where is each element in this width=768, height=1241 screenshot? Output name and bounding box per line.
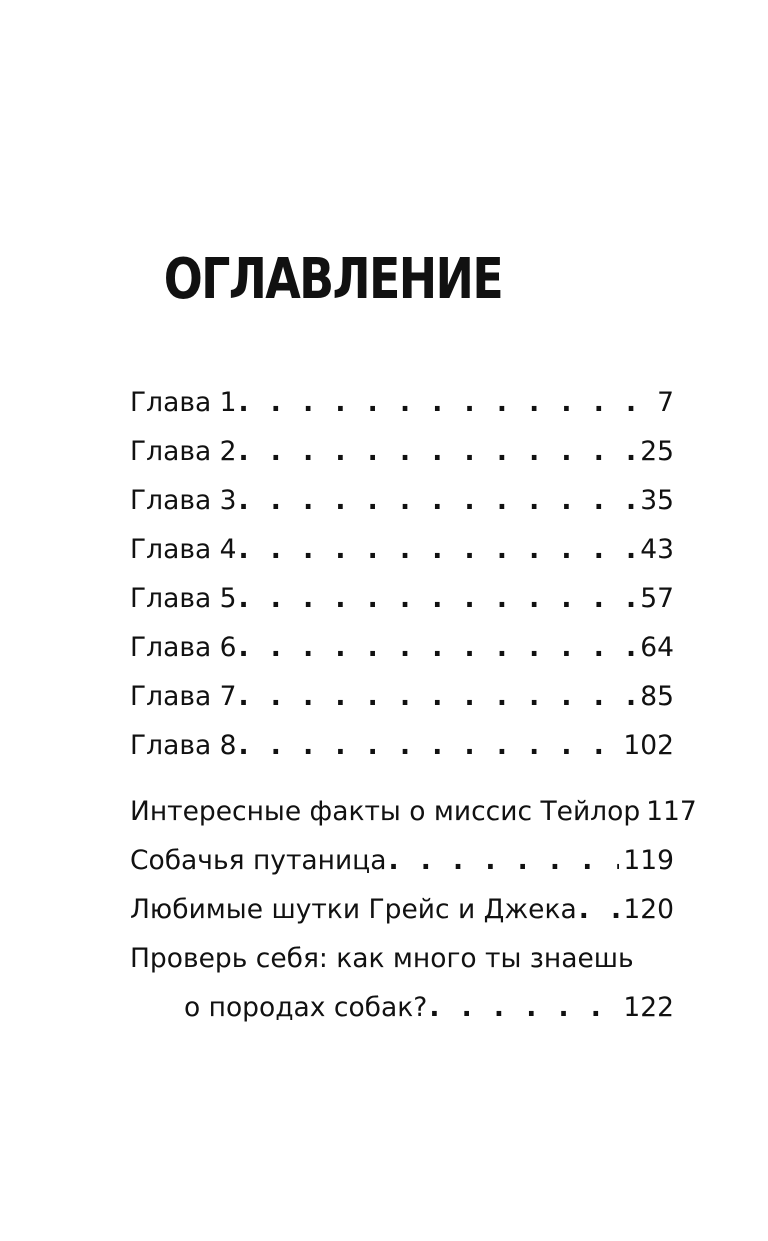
dot-leader [386, 836, 619, 885]
dot-leader [236, 525, 636, 574]
toc-entry-page-number: 35 [640, 485, 674, 516]
toc-entry-jokes[interactable] [130, 885, 674, 934]
dot-leader [236, 672, 636, 721]
toc-entry-label: Глава 2 [130, 436, 237, 467]
dot-leader [236, 427, 636, 476]
toc-entry-chapter-7[interactable] [130, 672, 674, 721]
dot-leader [236, 378, 653, 427]
toc-entry-quiz-line-2[interactable] [130, 983, 674, 1032]
toc-entry-chapter-5[interactable] [130, 574, 674, 623]
table-of-contents [130, 378, 697, 1032]
toc-entry-dog-puzzle[interactable] [130, 836, 674, 885]
toc-entry-label: Глава 6 [130, 632, 237, 663]
dot-leader [577, 885, 620, 934]
dot-leader [236, 721, 619, 770]
toc-entry-quiz-line-1[interactable] [130, 934, 674, 983]
toc-entry-label: Глава 5 [130, 583, 237, 614]
toc-entry-label: Глава 3 [130, 485, 237, 516]
toc-entry-page-number: 57 [640, 583, 674, 614]
toc-entry-page-number: 102 [623, 730, 674, 761]
toc-entry-page-number: 119 [623, 845, 674, 876]
toc-entry-chapter-2[interactable] [130, 427, 674, 476]
dot-leader [427, 983, 619, 1032]
toc-entry-chapter-4[interactable] [130, 525, 674, 574]
toc-entry-page-number: 25 [640, 436, 674, 467]
toc-entry-page-number: 122 [623, 992, 674, 1023]
toc-entry-page-number: 43 [640, 534, 674, 565]
toc-entry-page-number: 64 [640, 632, 674, 663]
toc-entry-chapter-8[interactable] [130, 721, 674, 770]
toc-entry-label: Глава 1 [130, 387, 237, 418]
toc-entry-page-number: 120 [623, 894, 674, 925]
toc-entry-label: Собачья путаница [130, 845, 387, 876]
toc-entry-chapter-3[interactable] [130, 476, 674, 525]
toc-entry-label: Глава 4 [130, 534, 237, 565]
toc-entry-label: Глава 7 [130, 681, 237, 712]
toc-entry-facts[interactable] [130, 787, 697, 836]
dot-leader [236, 623, 636, 672]
toc-entry-page-number: 117 [646, 796, 697, 827]
toc-entry-label: Глава 8 [130, 730, 237, 761]
toc-entry-page-number: 7 [657, 387, 674, 418]
toc-entry-chapter-1[interactable] [130, 378, 674, 427]
toc-entry-label: о породах собак? [184, 992, 428, 1023]
dot-leader [236, 476, 636, 525]
page-title: ОГЛАВЛЕНИЕ [163, 247, 503, 312]
toc-entry-label: Любимые шутки Грейс и Джека [130, 894, 577, 925]
toc-entry-page-number: 85 [640, 681, 674, 712]
dot-leader [236, 574, 636, 623]
toc-entry-label: Проверь себя: как много ты знаешь [130, 943, 634, 974]
toc-entry-chapter-6[interactable] [130, 623, 674, 672]
toc-entry-label: Интересные факты о миссис Тейлор [130, 796, 641, 827]
